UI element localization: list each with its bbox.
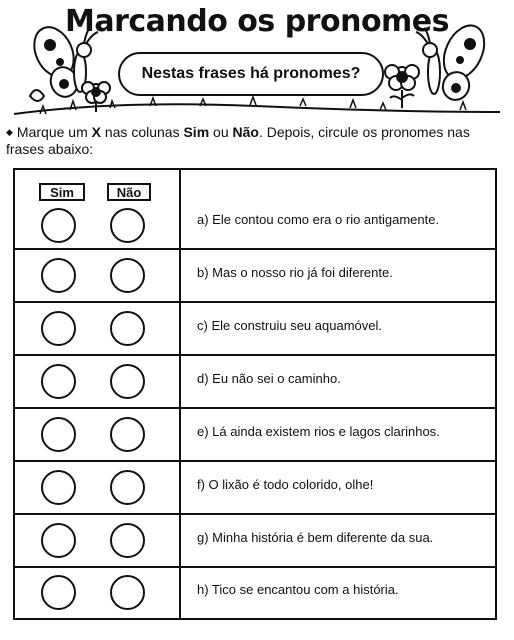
table-row bbox=[15, 356, 495, 409]
sim-answer-circle[interactable] bbox=[41, 417, 76, 452]
instruction-bold-sim: Sim bbox=[183, 124, 210, 140]
sentence-e: e) Lá ainda existem rios e lagos clarinhos. bbox=[197, 424, 440, 439]
sim-answer-circle[interactable] bbox=[41, 470, 76, 505]
instruction-text-2: nas colunas bbox=[100, 124, 184, 140]
answer-cell bbox=[15, 568, 181, 618]
nao-answer-circle[interactable] bbox=[110, 417, 145, 452]
answer-cell bbox=[15, 250, 181, 301]
nao-answer-circle[interactable] bbox=[110, 523, 145, 558]
table-row bbox=[15, 515, 495, 568]
table-row bbox=[15, 170, 495, 250]
nao-answer-circle[interactable] bbox=[110, 311, 145, 346]
instruction-text-4: . Depois, circule os pronomes nas frases abaixo: bbox=[6, 124, 470, 157]
sentence-c: c) Ele construiu seu aquamóvel. bbox=[197, 318, 382, 333]
instruction-bold-nao: Não bbox=[232, 124, 259, 140]
sentence-g: g) Minha história é bem diferente da sua. bbox=[197, 530, 434, 545]
sentence-a: a) Ele contou como era o rio antigamente. bbox=[197, 212, 440, 227]
sim-answer-circle[interactable] bbox=[41, 523, 76, 558]
answer-cell bbox=[15, 303, 181, 354]
page-title: Marcando os pronomes bbox=[64, 4, 450, 39]
nao-answer-circle[interactable] bbox=[110, 575, 145, 610]
instruction-text-3: ou bbox=[209, 124, 233, 140]
table-row bbox=[15, 303, 495, 356]
bullet-icon: ◆ bbox=[6, 127, 13, 137]
nao-answer-circle[interactable] bbox=[110, 470, 145, 505]
sim-answer-circle[interactable] bbox=[41, 258, 76, 293]
instruction-text-1: Marque um bbox=[16, 124, 92, 140]
instructions bbox=[6, 124, 506, 158]
sim-answer-circle[interactable] bbox=[41, 364, 76, 399]
answer-cell bbox=[15, 409, 181, 460]
answer-cell bbox=[15, 462, 181, 513]
answer-cell bbox=[15, 515, 181, 566]
nao-answer-circle[interactable] bbox=[110, 208, 145, 243]
table-row bbox=[15, 568, 495, 618]
answer-table bbox=[13, 168, 497, 620]
table-row bbox=[15, 250, 495, 303]
table-row bbox=[15, 409, 495, 462]
sentence-f: f) O lixão é todo colorido, olhe! bbox=[197, 477, 374, 492]
worksheet-header bbox=[0, 0, 514, 120]
column-header-sim: Sim bbox=[39, 183, 85, 201]
sim-answer-circle[interactable] bbox=[41, 311, 76, 346]
instruction-bold-x: X bbox=[91, 124, 101, 140]
answer-cell bbox=[15, 356, 181, 407]
sentence-d: d) Eu não sei o caminho. bbox=[197, 371, 341, 386]
question-bubble: Nestas frases há pronomes? bbox=[118, 52, 384, 96]
right-flower-icon bbox=[385, 65, 419, 108]
table-row bbox=[15, 462, 495, 515]
sim-answer-circle[interactable] bbox=[41, 208, 76, 243]
answer-cell bbox=[15, 170, 181, 248]
column-header-nao: Não bbox=[107, 183, 151, 201]
nao-answer-circle[interactable] bbox=[110, 258, 145, 293]
sentence-h: h) Tico se encantou com a história. bbox=[197, 582, 399, 597]
sentence-b: b) Mas o nosso rio já foi diferente. bbox=[197, 265, 393, 280]
sim-answer-circle[interactable] bbox=[41, 575, 76, 610]
nao-answer-circle[interactable] bbox=[110, 364, 145, 399]
